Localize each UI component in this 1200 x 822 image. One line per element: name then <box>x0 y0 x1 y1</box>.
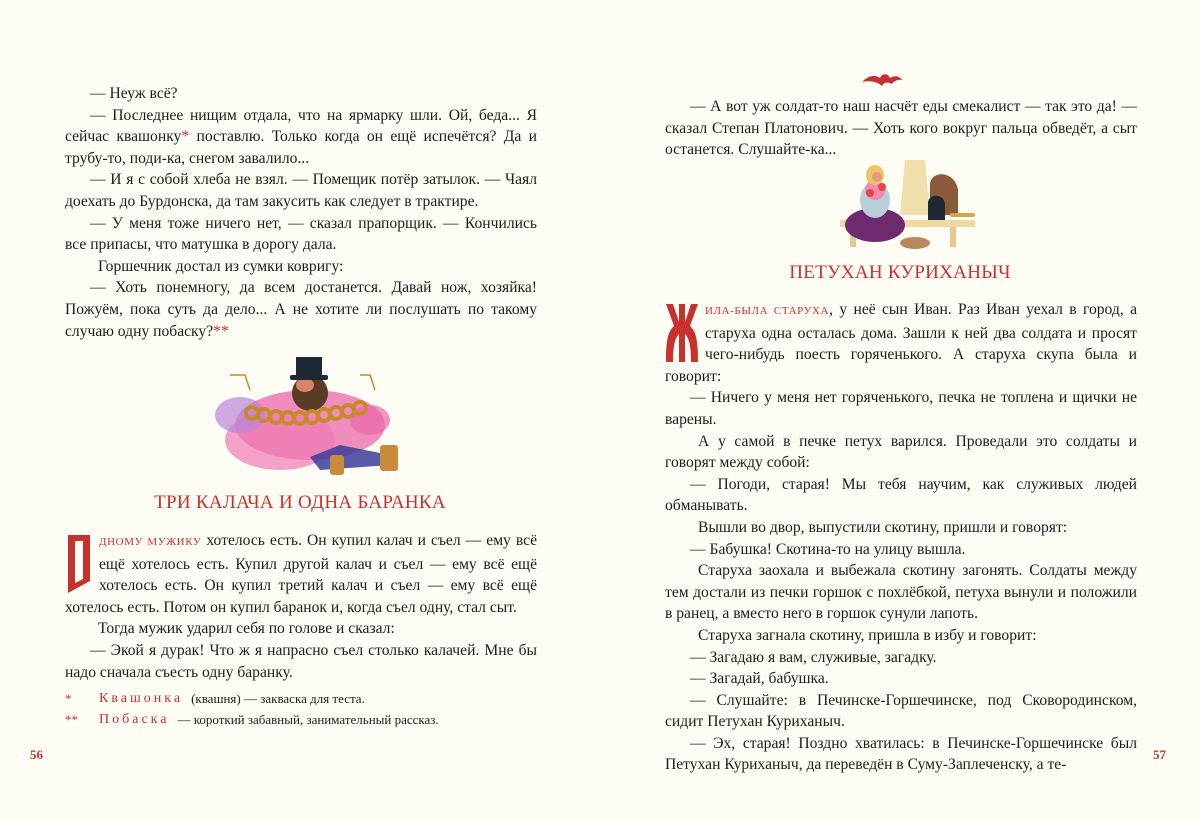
story-title: ПЕТУХАН КУРИХАНЫЧ <box>789 262 1011 283</box>
intro-text <box>665 96 1137 161</box>
story-text <box>665 299 1137 776</box>
footnote-ref[interactable]: * <box>181 128 190 146</box>
story-title: ТРИ КАЛАЧА И ОДНА БАРАНКА <box>154 492 446 513</box>
page-number: 56 <box>30 747 43 762</box>
first-paragraph: ИЛА-БЫЛА СТАРУХА, у неё сын Иван. Раз Иван уехал в город, а старуха одна осталась дома. Зашли к ней два солдата и просят чего-нибудь поесть горяченького. А старуха скупа была и говорит: <box>665 301 1137 385</box>
footnote: * Квашонка (квашня) — закваска для теста. <box>65 691 365 706</box>
story-lead: ИЛА-БЫЛА СТАРУХА <box>705 305 830 317</box>
paragraph: — А вот уж солдат-то наш насчёт еды смекалист — так это да! — сказал Степан Платонович. — Хоть кого вокруг пальца обведёт, а сыт останется. Слушайте-ка... <box>665 98 1137 159</box>
paragraph: — Бабушка! Скотина-то на улицу вышла. <box>690 540 966 558</box>
paragraph: — И я с собой хлеба не взял. — Помещик потёр затылок. — Чаял доехать до Бурдонска, да там закусить как следует в трактире. <box>65 171 537 210</box>
paragraph: А у самой в печке петух варился. Проведали это солдаты и говорят между собой: <box>665 432 1137 472</box>
illustration-man-with-bagels <box>200 345 430 480</box>
paragraph: — Неуж всё? <box>90 85 178 102</box>
paragraph: — Хоть понемногу, да всем достанется. Давай нож, хозяйка! Пожуём, пока суть да дело... А не хотите ли послушать по такому случаю одну побаску?** <box>65 279 537 340</box>
paragraph: Вышли во двор, выпустили скотину, пришли и говорят: <box>698 518 1068 536</box>
paragraph: — Погоди, старая! Мы тебя научим, как служивых людей обманывать. <box>665 475 1137 515</box>
first-paragraph: ДНОМУ МУЖИКУ хотелось есть. Он купил калач и съел — ему всё ещё хотелось есть. Купил другой калач и съел — ему всё ещё хотелось есть. Он купил третий калач и съел — ему всё ещё хотелось есть. Потом он купил баранок и, когда съел одну, стал сыт. <box>65 532 537 616</box>
paragraph: Горшечник достал из сумки ковригу: <box>98 257 344 275</box>
paragraph: — Слушайте: в Печинске-Горшечинске, под Сковородинском, сидит Петухан Куриханыч. <box>665 691 1137 731</box>
paragraph: — Ничего у меня нет горяченького, печка не топлена и щички не варены. <box>665 389 1137 428</box>
paragraph: Тогда мужик ударил себя по голове и сказал: <box>98 620 395 638</box>
footnote: ** Побаска — короткий забавный, занимательный рассказ. <box>65 712 439 727</box>
footnotes <box>65 688 439 730</box>
story-text <box>65 530 537 683</box>
paragraph: — Загадай, бабушка. <box>690 670 829 688</box>
paragraph: — Эх, старая! Поздно хватилась: в Печинске-Горшечинске был Петухан Куриханыч, да переведён в Суму-Заплеченску, а те- <box>665 734 1137 774</box>
dropcap-letter <box>665 302 699 364</box>
paragraph: — У меня тоже ничего нет, — сказал прапорщик. — Кончились все припасы, что матушка в дорогу дала. <box>65 214 537 254</box>
page-number: 57 <box>1153 747 1166 762</box>
dropcap-letter <box>65 533 93 595</box>
ornament-icon <box>860 70 904 90</box>
paragraph: Старуха загнала скотину, пришла в избу и говорит: <box>698 626 1037 644</box>
paragraph: — Экой я дурак! Что ж я напрасно съел столько калачей. Мне бы надо сначала съесть одну баранку. <box>65 641 537 681</box>
illustration-old-woman-stove <box>830 155 980 250</box>
intro-text <box>65 83 537 342</box>
paragraph: — Загадаю я вам, служивые, загадку. <box>690 648 937 666</box>
paragraph: Старуха заохала и выбежала скотину загонять. Солдаты между тем достали из печки горшок с похлёбкой, петуха вынули и положили в ранец, а вместо него в горшок сунули лапоть. <box>665 562 1137 623</box>
story-lead: ДНОМУ МУЖИКУ <box>99 536 202 548</box>
footnote-ref[interactable]: ** <box>213 322 229 340</box>
right-page <box>600 0 1200 822</box>
paragraph: — Последнее нищим отдала, что на ярмарку шли. Ой, беда... Я сейчас квашонку* поставлю. Только когда он ещё испечётся? Да и трубу-то, поди-ка, снегом завалило... <box>65 106 538 167</box>
